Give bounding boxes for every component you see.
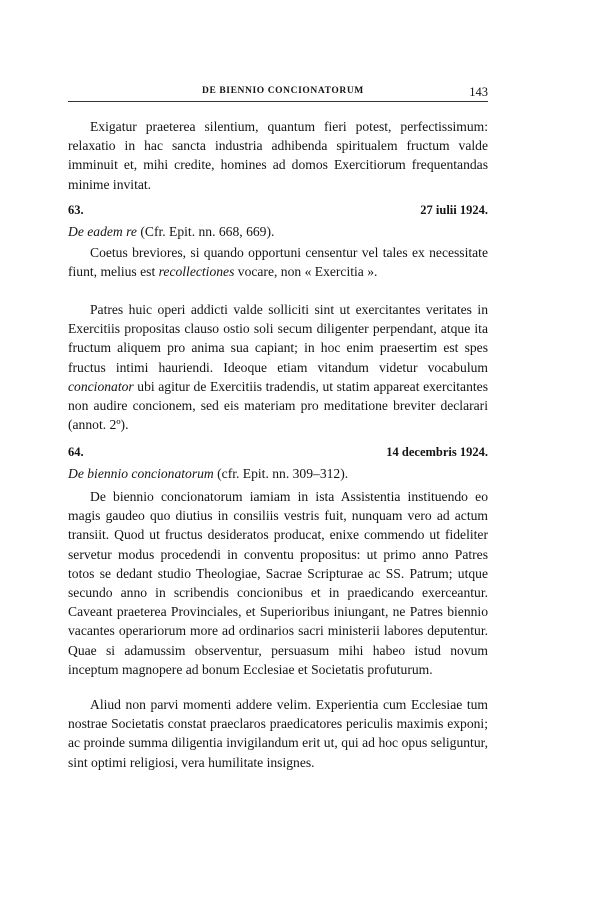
paragraph-patres-italic: concionator bbox=[68, 378, 134, 394]
paragraph-patres-text-b: ubi agitur de Exercitiis tradendis, ut statim appareat exercitantes non audire concionem, sed eis materiam pro meditatione breviter declarari (annot. 2º). bbox=[68, 378, 488, 433]
entry-64-date: 14 decembris 1924. bbox=[386, 445, 488, 459]
paragraph-coetus-italic: recollectiones bbox=[158, 264, 235, 280]
running-head bbox=[68, 86, 488, 102]
paragraph-coetus-text-a: Coetus breviores, si quando opportuni censentur vel tales ex necessitate fiunt, melius est bbox=[68, 245, 488, 280]
entry-63-subject-ref: (Cfr. Epit. nn. 668, 669). bbox=[136, 224, 275, 239]
paragraph-de-biennio: De biennio concionatorum iamiam in ista Assistentia instituendo eo magis gaudeo quo diutius in consiliis vestris fuit, nunquam vero ad actum transiit. Quod ut fructus desideratos producat, enixe commendo ut fideliter servetur modus procedendi in conventu propositus: ut primo anno Patres totos se dedant studio Theologiae, Sacrae Scripturae ac SS. Patrum; utque secundo anno in scribendis concionibus et in praedicando exerceantur. Caveant praeterea Provinciales, et Superioribus iniungant, ne Patres biennio vacantes operariorum more ad ordinarios sacri ministerii labores deputentur. Quae si adamussim observentur, persuasum mihi habeo istud novum inceptum magnopere ad bonum Ecclesiae et Societatis profuturum. bbox=[68, 489, 488, 677]
paragraph-silentium: Exigatur praeterea silentium, quantum fieri potest, perfectissimum: relaxatio in hac sancta industria adhibenda spiritualem fructum valde imminuit et, mihi credite, homines ad domos Exercitiorum frequentandas minime invitat. bbox=[68, 119, 488, 192]
running-head-title: DE BIENNIO CONCIONATORUM bbox=[202, 86, 364, 96]
paragraph-aliud: Aliud non parvi momenti addere velim. Experientia cum Ecclesiae tum nostrae Societatis constat praeclaros praedicatores periculis maximis exponi; ac proinde summa diligentia invigilandum erit ut, qui ad hoc opus seliguntur, sint optimi religiosi, vera humilitate insignes. bbox=[68, 697, 488, 770]
entry-64-header bbox=[68, 445, 488, 463]
entry-63-number: 63. bbox=[68, 203, 84, 217]
paragraph-coetus bbox=[68, 243, 488, 281]
entry-63-subject-title: De eadem re bbox=[68, 224, 137, 239]
entry-63-header bbox=[68, 203, 488, 221]
entry-64-subject bbox=[68, 464, 488, 483]
entry-63-subject bbox=[68, 222, 488, 241]
paragraph-patres-text-a: Patres huic operi addicti valde solliciti sint ut exercitantes veritates in Exercitiis propositas clauso ostio soli secum diligenter perpendant, atque ita fructum aliquem pro anima sua capiant; in hoc enim praesertim est spes fructus intimi hauriendi. Ideoque etiam vitandum videtur vocabulum bbox=[68, 302, 488, 375]
header-rule bbox=[68, 101, 488, 102]
entry-64-number: 64. bbox=[68, 445, 84, 459]
paragraph-patres bbox=[68, 300, 488, 434]
entry-64-subject-title: De biennio concionatorum bbox=[68, 466, 214, 481]
page-number: 143 bbox=[469, 85, 488, 99]
entry-64-subject-ref: (cfr. Epit. nn. 309–312). bbox=[213, 466, 349, 481]
paragraph-coetus-text-b: vocare, non « Exercitia ». bbox=[234, 264, 378, 280]
entry-63-date: 27 iulii 1924. bbox=[420, 203, 488, 217]
